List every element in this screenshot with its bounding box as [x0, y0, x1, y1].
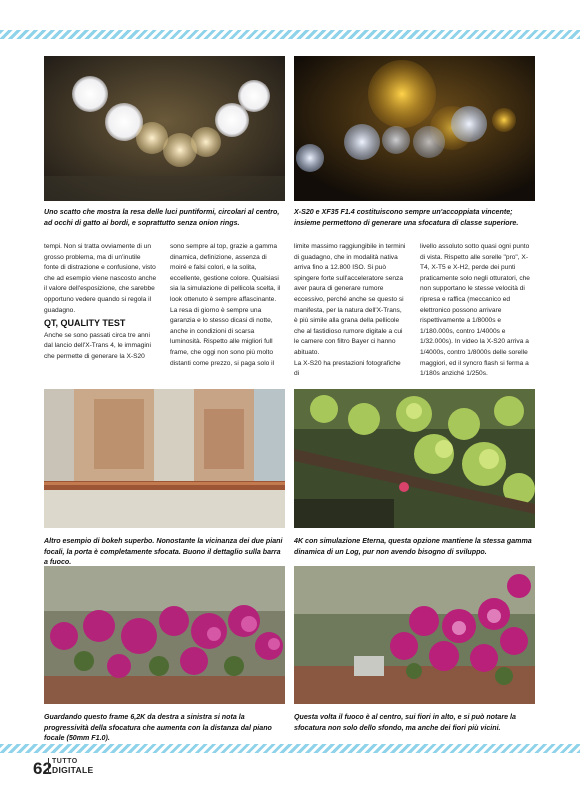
- photo-rusty-bar: [44, 389, 285, 528]
- section-heading: QT, QUALITY TEST: [44, 318, 126, 329]
- text-column-2: [170, 242, 283, 369]
- paragraph: Anche se sono passati circa tre anni dal lancio dell'X-Trans 4, le immagini che permette di generare la X-S20: [44, 331, 151, 360]
- caption-flowers-progressive-blur: Guardando questo frame 6,2K da destra a sinistra si nota la progressività della sfocatura che aumenta con la distanza dal piano focale (50mm F1.0).: [44, 713, 272, 742]
- paragraph: La resa di giorno è sempre una garanzia e lo stesso dicasi di notte, anche in condizioni di scarsa luminosità. Rispetto alle migliori full frame, che oggi non sono più molto distanti come prezzo, si paga solo il: [170, 306, 275, 367]
- caption-bokeh-lights: Uno scatto che mostra la resa delle luci puntiformi, circolari al centro, ad occhi di gatto ai bordi, e soprattutto senza onion rings.: [44, 208, 280, 227]
- logo-line-2: DIGITALE: [52, 765, 94, 775]
- paragraph: La X-S20 ha prestazioni fotografiche di: [294, 359, 401, 378]
- top-decorative-stripe: [0, 30, 580, 39]
- paragraph: tempi. Non si tratta ovviamente di un grosso problema, ma di un'inutile fonte di distrazione e confusione, visto che ad esempio viene nascosto anche il valore dell'esposizione, che sarebbe opportuno vedere quando si regola il guadagno.: [44, 243, 157, 314]
- photo-flowers-center-focus: [294, 566, 535, 704]
- text-column-4: [420, 242, 533, 380]
- photo-bokeh-lights: [44, 56, 285, 201]
- caption-flowers-center-focus: Questa volta il fuoco è al centro, sui fiori in alto, e si può notare la sfocatura non solo dello sfondo, ma anche dei fiori più vicini.: [294, 713, 516, 732]
- photo-warm-bokeh: [294, 56, 535, 201]
- text-column-3: [294, 242, 407, 380]
- logo-line-1: TUTTO: [52, 758, 78, 765]
- photo-flowers-progressive-blur: [44, 566, 285, 704]
- photo-succulent-plants: [294, 389, 535, 528]
- page-number: 62: [33, 759, 52, 778]
- caption-rusty-bar: Altro esempio di bokeh superbo. Nonostante la vicinanza dei due piani focali, la porta è completamente sfocata. Buono il dettaglio sulla barra a fuoco.: [44, 537, 283, 566]
- bottom-decorative-stripe: [0, 744, 580, 753]
- caption-succulent-plants: 4K con simulazione Eterna, questa opzione mantiene la stessa gamma dinamica di un Log, pur non avendo bisogno di sviluppo.: [294, 537, 532, 556]
- text-column-1: [44, 242, 157, 363]
- paragraph: sono sempre al top, grazie a gamma dinamica, definizione, assenza di moiré e falsi colori, e la solita, eccellente, gestione colore. Qualsiasi sia la simulazione di pellicola scelta, il look ottenuto è sempre affascinante.: [170, 243, 281, 303]
- paragraph: livello assoluto sotto quasi ogni punto di vista. Rispetto alle sorelle "pro", X-T4, X-T5 e X-H2, perde dei punti praticamente solo negli otturatori, che non supportano le stesse velocità di ripresa e raffica (meccanico ed elettronico possono arrivare rispettivamente a 1/8000s e 1/180.000s, contro 1/4000s e 1/32.000s). In video la X-S20 arriva a 1/4000s, contro 1/8000s delle sorelle maggiori, ed il syncro flash si ferma a 1/180s anziché 1/250s.: [420, 243, 530, 378]
- caption-warm-bokeh: X-S20 e XF35 F1.4 costituiscono sempre un'accoppiata vincente; insieme permettono di generare una sfocatura di classe superiore.: [294, 208, 519, 227]
- paragraph: limite massimo raggiungibile in termini di guadagno, che in modalità nativa arriva fino a 12.800 ISO. Si può spingere forte sull'acceleratore senza aver paura di generare rumore eccessivo, perché anche se questo si manifesta, per la natura dell'X-Trans, è più simile alla grana della pellicole che al fastidioso rumore digitale a cui le camere con filtro Bayer ci hanno abituato.: [294, 243, 406, 356]
- magazine-logo: [48, 758, 93, 774]
